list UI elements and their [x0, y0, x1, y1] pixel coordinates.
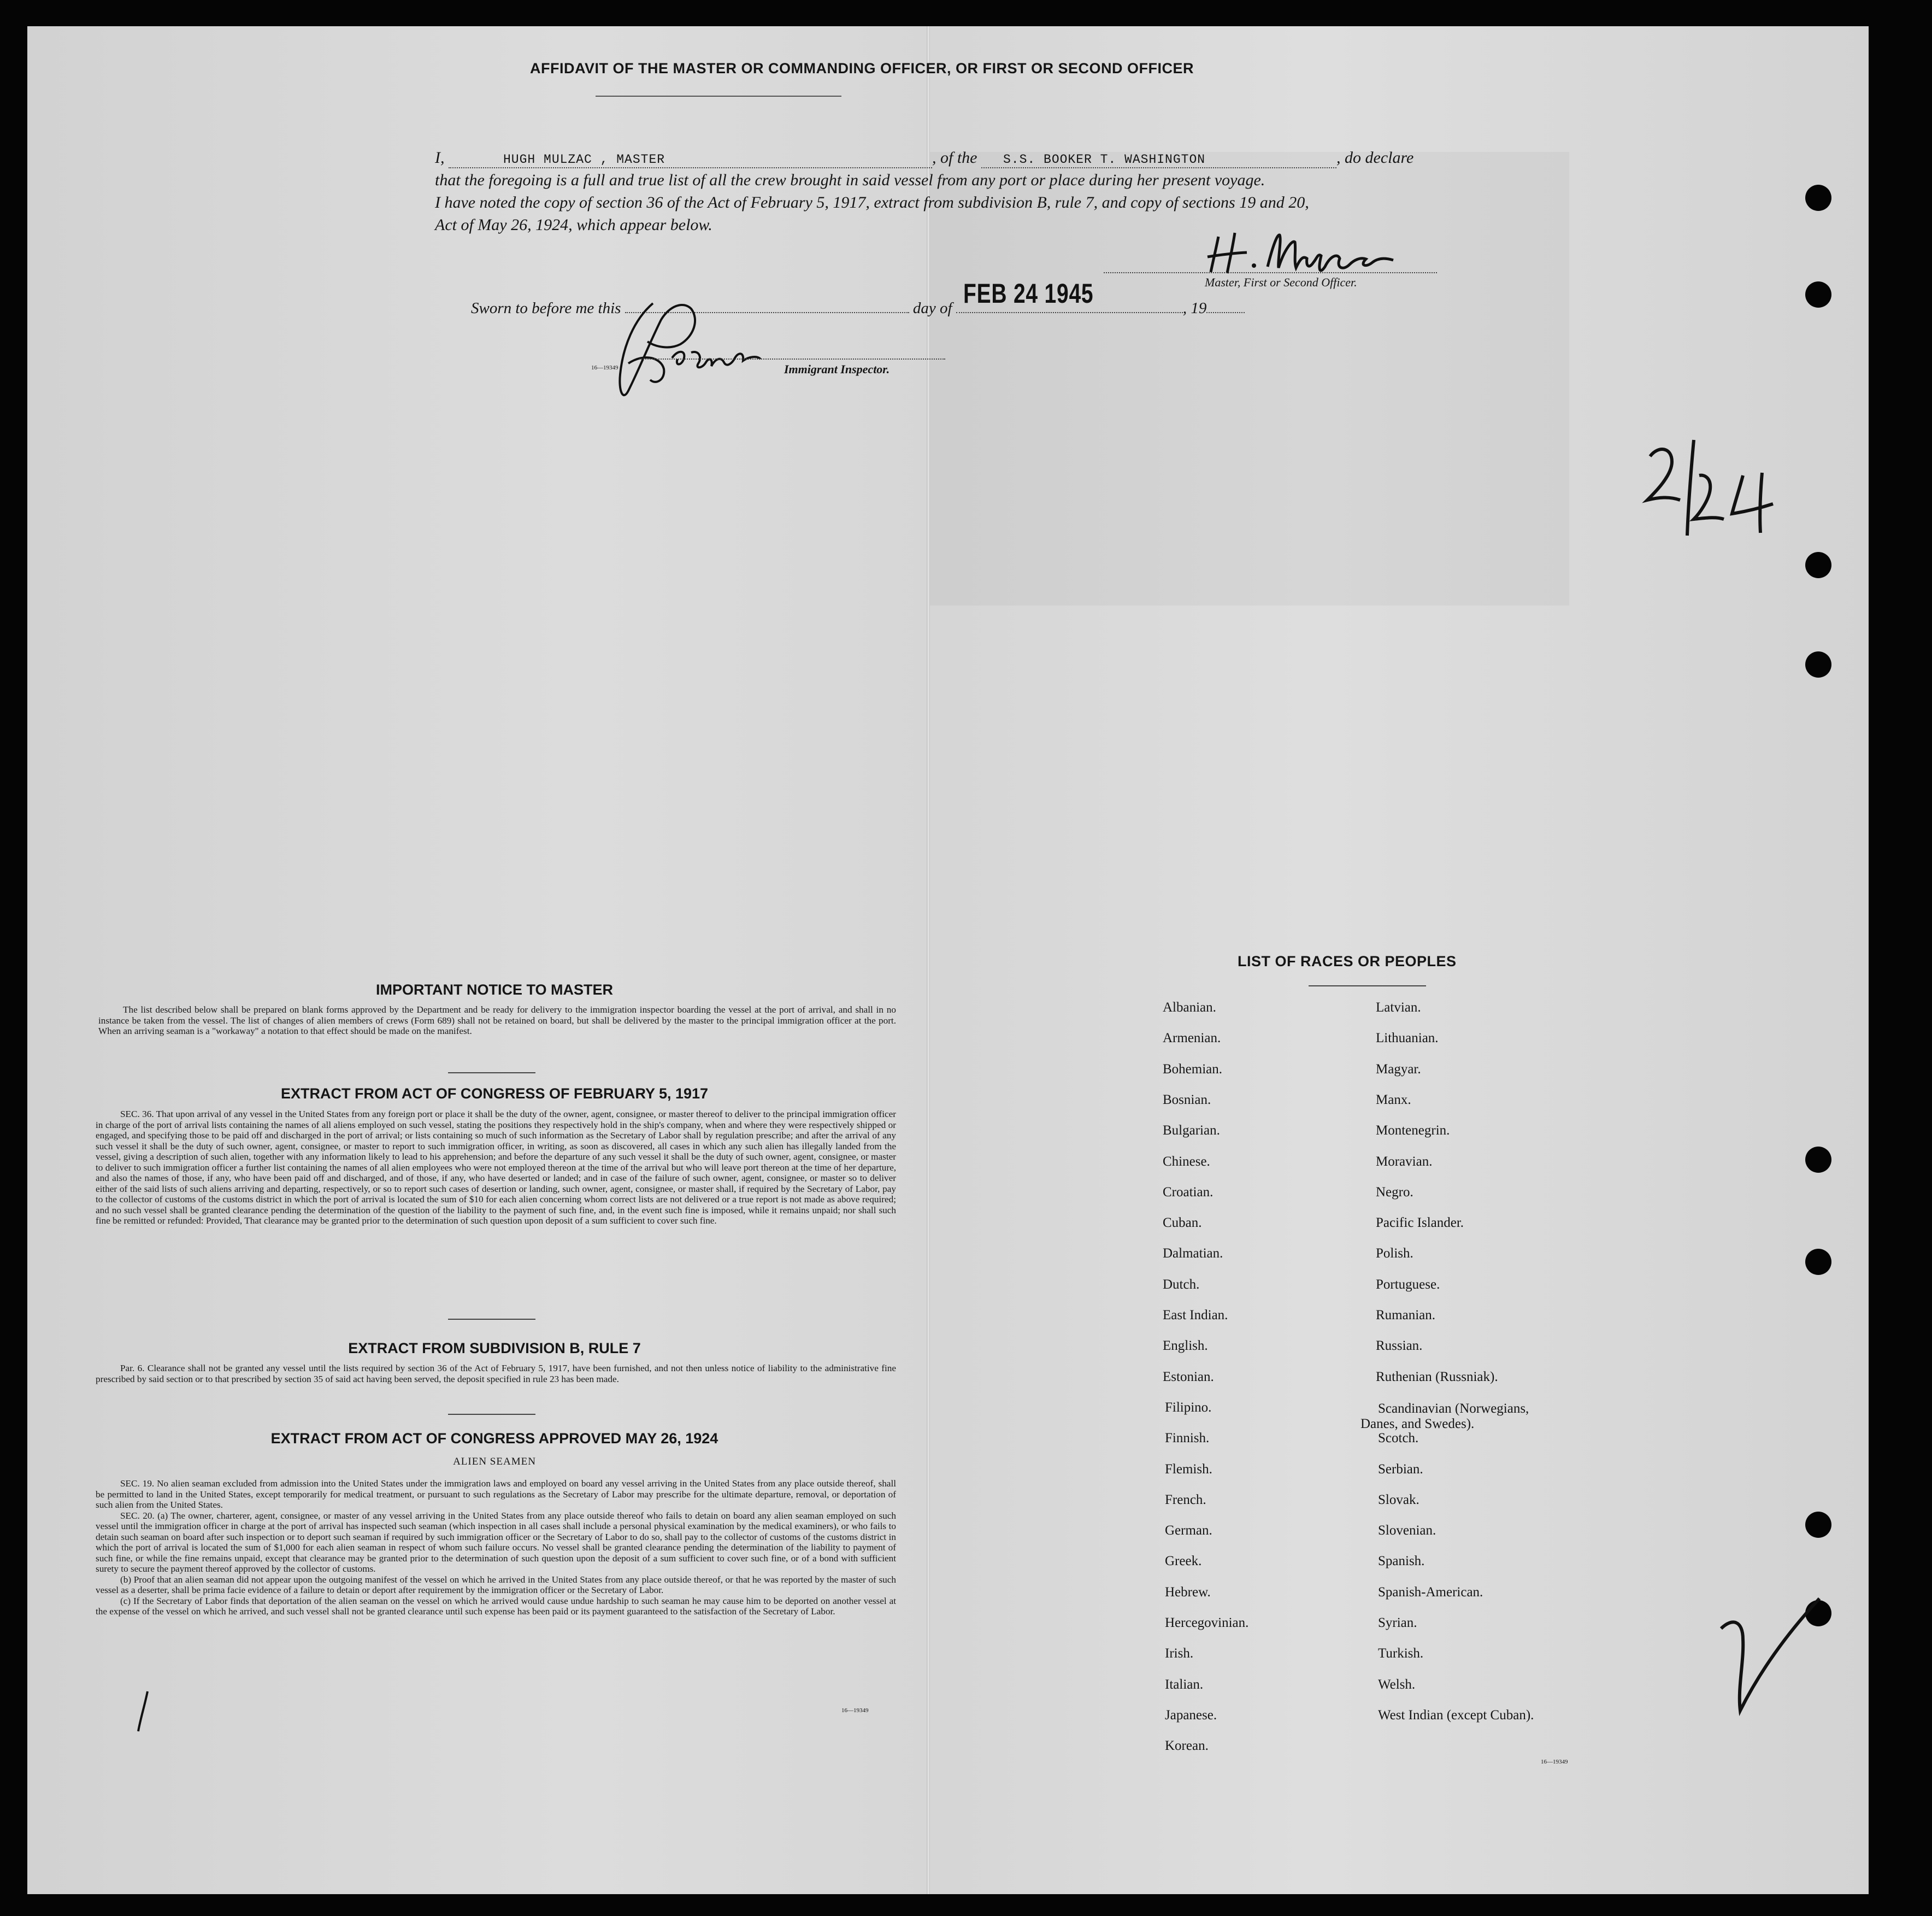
race-item: Scotch.: [1378, 1431, 1419, 1446]
master-signature-line: [1104, 272, 1437, 273]
race-item: Armenian.: [1163, 1031, 1221, 1046]
race-item: Croatian.: [1163, 1184, 1214, 1200]
race-item: Slovak.: [1378, 1492, 1419, 1507]
race-item: Dalmatian.: [1163, 1246, 1223, 1261]
rule7-title: EXTRACT FROM SUBDIVISION B, RULE 7: [348, 1340, 641, 1356]
inspector-label: Immigrant Inspector.: [784, 362, 890, 376]
races-title-rule: [1309, 985, 1426, 986]
of-the-label: , of the: [932, 149, 977, 167]
race-item: Moravian.: [1376, 1154, 1433, 1169]
race-item: Bohemian.: [1163, 1061, 1223, 1077]
race-item: Danes, and Swedes).: [1360, 1416, 1475, 1431]
race-item: Portuguese.: [1376, 1277, 1440, 1292]
notice-body: [98, 1004, 896, 1037]
race-item: Syrian.: [1378, 1615, 1417, 1630]
day-of-label: day of: [912, 299, 952, 317]
punch-hole: [1805, 1512, 1831, 1538]
i-label: I,: [435, 149, 445, 167]
punch-hole: [1805, 1147, 1831, 1173]
race-item: French.: [1165, 1492, 1206, 1507]
affidavit-line-4: Act of May 26, 1924, which appear below.: [435, 216, 712, 234]
master-name: HUGH MULZAC , MASTER: [503, 152, 665, 167]
rule7-text: Par. 6. Clearance shall not be granted any vessel until the lists required by section 36 of the Act of February 5, 1917, have been furnished, and not then unless notice of liability to the administrative fine prescribed by said section or to that prescribed by section 35 of said act having been served, the deposit specified in rule 23 has been made.: [96, 1363, 896, 1384]
punch-hole: [1805, 552, 1831, 578]
race-item: Irish.: [1165, 1646, 1194, 1661]
race-item: Scandinavian (Norwegians,: [1378, 1401, 1529, 1416]
race-item: Magyar.: [1376, 1061, 1421, 1077]
race-item: Dutch.: [1163, 1277, 1200, 1292]
race-item: Bosnian.: [1163, 1092, 1211, 1107]
act-1917-title: EXTRACT FROM ACT OF CONGRESS OF FEBRUARY 5, 1917: [280, 1085, 709, 1102]
affidavit-line-2: that the foregoing is a full and true list of all the crew brought in said vessel from any port or place during her present voyage.: [435, 171, 1265, 189]
act-1917-body: [96, 1109, 896, 1226]
race-item: German.: [1165, 1523, 1212, 1538]
race-item: Chinese.: [1163, 1154, 1210, 1169]
act-1917-text: SEC. 36. That upon arrival of any vessel in the United States from any foreign port or place it shall be the duty of the owner, agent, consignee, or master thereof to deliver to the principal immigration officer in charge of the port of arrival lists containing the names of all aliens employed on such vessel, stating the positions they respectively hold in the ship's company, when and where they were respectively shipped or engaged, and specifying those to be paid off and discharged in the port of arrival; or lists containing so much of such information as the Secretary of Labor shall by regulation prescribe; and after the arrival of any such vessel it shall be the duty of such owner, agent, consignee, or master to report to such immigration officer, in writing, as soon as discovered, all cases in which any such alien has illegally landed from the vessel, giving a description of such alien, together with any information likely to lead to his apprehension; and before the departure of any such vessel it shall be the duty of such owner, agent, consignee, or master to deliver to such immigration officer a further list containing the names of all alien employees who were not employed thereon at the time of the arrival but who will leave port thereon at the time of her departure, and also the names of those, if any, who have been paid off and discharged, and of those, if any, who have deserted or landed; and in case of the failure of such owner, agent, consignee, or master so to deliver either of the said lists of such aliens arriving and departing, respectively, or so to report such cases of desertion or landing, such owner, agent, consignee, or master shall, if required by the Secretary of Labor, pay to the collector of customs of the customs district in which the port of arrival is located the sum of $10 for each alien concerning whom correct lists are not delivered or a true report is not made as above required; and no such vessel shall be granted clearance pending the determination of the question of the liability to the payment of such fine, and, in the event such fine is imposed, while it remains unpaid; nor shall such fine be remitted or refunded: Provided, That clearance may be granted prior to the determination of such question upon deposit of a sum sufficient to cover such fine.: [96, 1109, 896, 1226]
race-item: Lithuanian.: [1376, 1031, 1439, 1046]
section-rule: [448, 1072, 535, 1073]
race-item: Greek.: [1165, 1554, 1202, 1569]
section-rule: [448, 1414, 535, 1415]
act-1924-title: EXTRACT FROM ACT OF CONGRESS APPROVED MAY 26, 1924: [270, 1430, 718, 1447]
punch-hole: [1805, 185, 1831, 211]
sec20b-text: (b) Proof that an alien seaman did not appear upon the outgoing manifest of the vessel on which he arrived in the United States from any place outside thereof, or that he was reported by the master of such vessel as a deserter, shall be prima facie evidence of a failure to detain or deport after requirement by the immigration officer or the Secretary of Labor.: [96, 1574, 896, 1595]
shaded-area: [930, 152, 1569, 606]
rule7-body: [96, 1363, 896, 1384]
race-item: Albanian.: [1163, 1000, 1216, 1015]
race-item: Rumanian.: [1376, 1308, 1436, 1323]
race-item: Turkish.: [1378, 1646, 1424, 1661]
year-label: , 19: [1182, 299, 1207, 317]
race-item: Welsh.: [1378, 1677, 1416, 1692]
inspector-signature: [568, 298, 776, 402]
sec19-text: SEC. 19. No alien seaman excluded from admission into the United States under the immigration laws and employed on board any vessel arriving in the United States from any place outside thereof, shall be permitted to land in the United States, except temporarily for medical treatment, or pursuant to such regulations as the Secretary of Labor may prescribe for the ultimate departure, removal, or deportation of such alien from the United States.: [96, 1478, 896, 1510]
race-item: Filipino.: [1165, 1400, 1212, 1415]
race-item: Korean.: [1165, 1738, 1209, 1754]
affidavit-line-1: [435, 149, 1413, 168]
act-1924-body: [96, 1478, 896, 1617]
sworn-label: Sworn to before me this: [471, 299, 621, 317]
race-item: Finnish.: [1165, 1431, 1210, 1446]
form-number: 16—19349: [591, 365, 619, 371]
race-item: Manx.: [1376, 1092, 1411, 1107]
race-item: Hercegovinian.: [1165, 1615, 1249, 1630]
race-item: Ruthenian (Russniak).: [1376, 1369, 1498, 1384]
punch-hole: [1805, 651, 1831, 678]
race-item: Cuban.: [1163, 1215, 1202, 1231]
notice-title: IMPORTANT NOTICE TO MASTER: [376, 981, 613, 998]
race-item: Bulgarian.: [1163, 1123, 1220, 1138]
master-signature: [1104, 228, 1442, 278]
race-item: Pacific Islander.: [1376, 1215, 1464, 1231]
form-number: 16—19349: [1541, 1759, 1568, 1765]
race-item: East Indian.: [1163, 1308, 1228, 1323]
race-item: Spanish.: [1378, 1554, 1425, 1569]
date-stamp: FEB 24 1945: [963, 278, 1094, 309]
master-signature-label: Master, First or Second Officer.: [1205, 275, 1357, 289]
races-title: LIST OF RACES OR PEOPLES: [1238, 953, 1457, 969]
handwritten-mark: [134, 1689, 156, 1732]
punch-hole: [1805, 1249, 1831, 1275]
race-item: Slovenian.: [1378, 1523, 1436, 1538]
form-number: 16—19349: [841, 1707, 869, 1714]
race-item: Japanese.: [1165, 1707, 1217, 1723]
punch-hole: [1805, 281, 1831, 308]
race-item: Montenegrin.: [1376, 1123, 1450, 1138]
do-declare-label: , do declare: [1336, 149, 1414, 167]
race-item: Spanish-American.: [1378, 1584, 1483, 1600]
section-rule: [448, 1319, 535, 1320]
notice-text: The list described below shall be prepared on blank forms approved by the Department and be ready for delivery to the immigration inspector boarding the vessel at the port of arrival, and shall in no instance be taken from the vessel. The list of changes of alien members of crews (Form 689) shall not be retained on board, but shall be delivered by the master to the principal immigration officer at the port. When an arriving seaman is a "workaway" a notation to that effect should be made on the manifest.: [98, 1004, 896, 1036]
handwritten-page-number: [1617, 432, 1803, 541]
affidavit-title: AFFIDAVIT OF THE MASTER OR COMMANDING OFFICER, OR FIRST OR SECOND OFFICER: [530, 60, 1194, 77]
race-item: Hebrew.: [1165, 1584, 1211, 1600]
race-item: Russian.: [1376, 1338, 1423, 1354]
race-item: Italian.: [1165, 1677, 1204, 1692]
race-item: Latvian.: [1376, 1000, 1421, 1015]
title-underline: [596, 96, 841, 97]
race-item: English.: [1163, 1338, 1208, 1354]
race-item: Polish.: [1376, 1246, 1413, 1261]
inspector-signature-line: [639, 358, 945, 360]
affidavit-line-3: I have noted the copy of section 36 of the Act of February 5, 1917, extract from subdivision B, rule 7, and copy of sections 19 and 20,: [435, 193, 1309, 211]
race-item: Flemish.: [1165, 1461, 1212, 1477]
race-item: Serbian.: [1378, 1461, 1423, 1477]
sec20c-text: (c) If the Secretary of Labor finds that deportation of the alien seaman on the vessel on which he arrived would cause undue hardship to such seaman he may cause him to be deported on another vessel at the expense of the vessel on which he arrived, and such vessel shall not be granted clearance until such expense has been paid or its payment guaranteed to the satisfaction of the Secretary of Labor.: [96, 1595, 896, 1617]
vessel-name: S.S. BOOKER T. WASHINGTON: [1003, 152, 1206, 167]
race-item: West Indian (except Cuban).: [1378, 1707, 1534, 1723]
handwritten-check-mark: [1710, 1596, 1830, 1727]
race-item: Negro.: [1376, 1184, 1413, 1200]
alien-seamen-subtitle: ALIEN SEAMEN: [453, 1456, 536, 1467]
race-item: Estonian.: [1163, 1369, 1214, 1384]
sec20a-text: SEC. 20. (a) The owner, charterer, agent, consignee, or master of any vessel arriving in the United States from any place outside thereof who fails to detain on board any alien seaman employed on such vessel until the immigration officer in charge at the port of arrival has inspected such seaman (which inspection in all cases shall include a personal physical examination by the medical examiners), or who fails to detain such seaman on board after such inspection or to deport such seaman if required by such immigration officer or the Secretary of Labor to do so, shall pay to the collector of customs of the customs district in which the port of arrival is located the sum of $1,000 for each alien seaman in respect of whom such failure occurs. No vessel shall be granted clearance pending the determination of the liability to payment of such fine, or while the fine remains unpaid, except that clearance may be granted prior to the determination of such question upon the deposit of a sum sufficient to cover such fine, or of a bond with sufficient surety to secure the payment thereof approved by the collector of customs.: [96, 1510, 896, 1574]
